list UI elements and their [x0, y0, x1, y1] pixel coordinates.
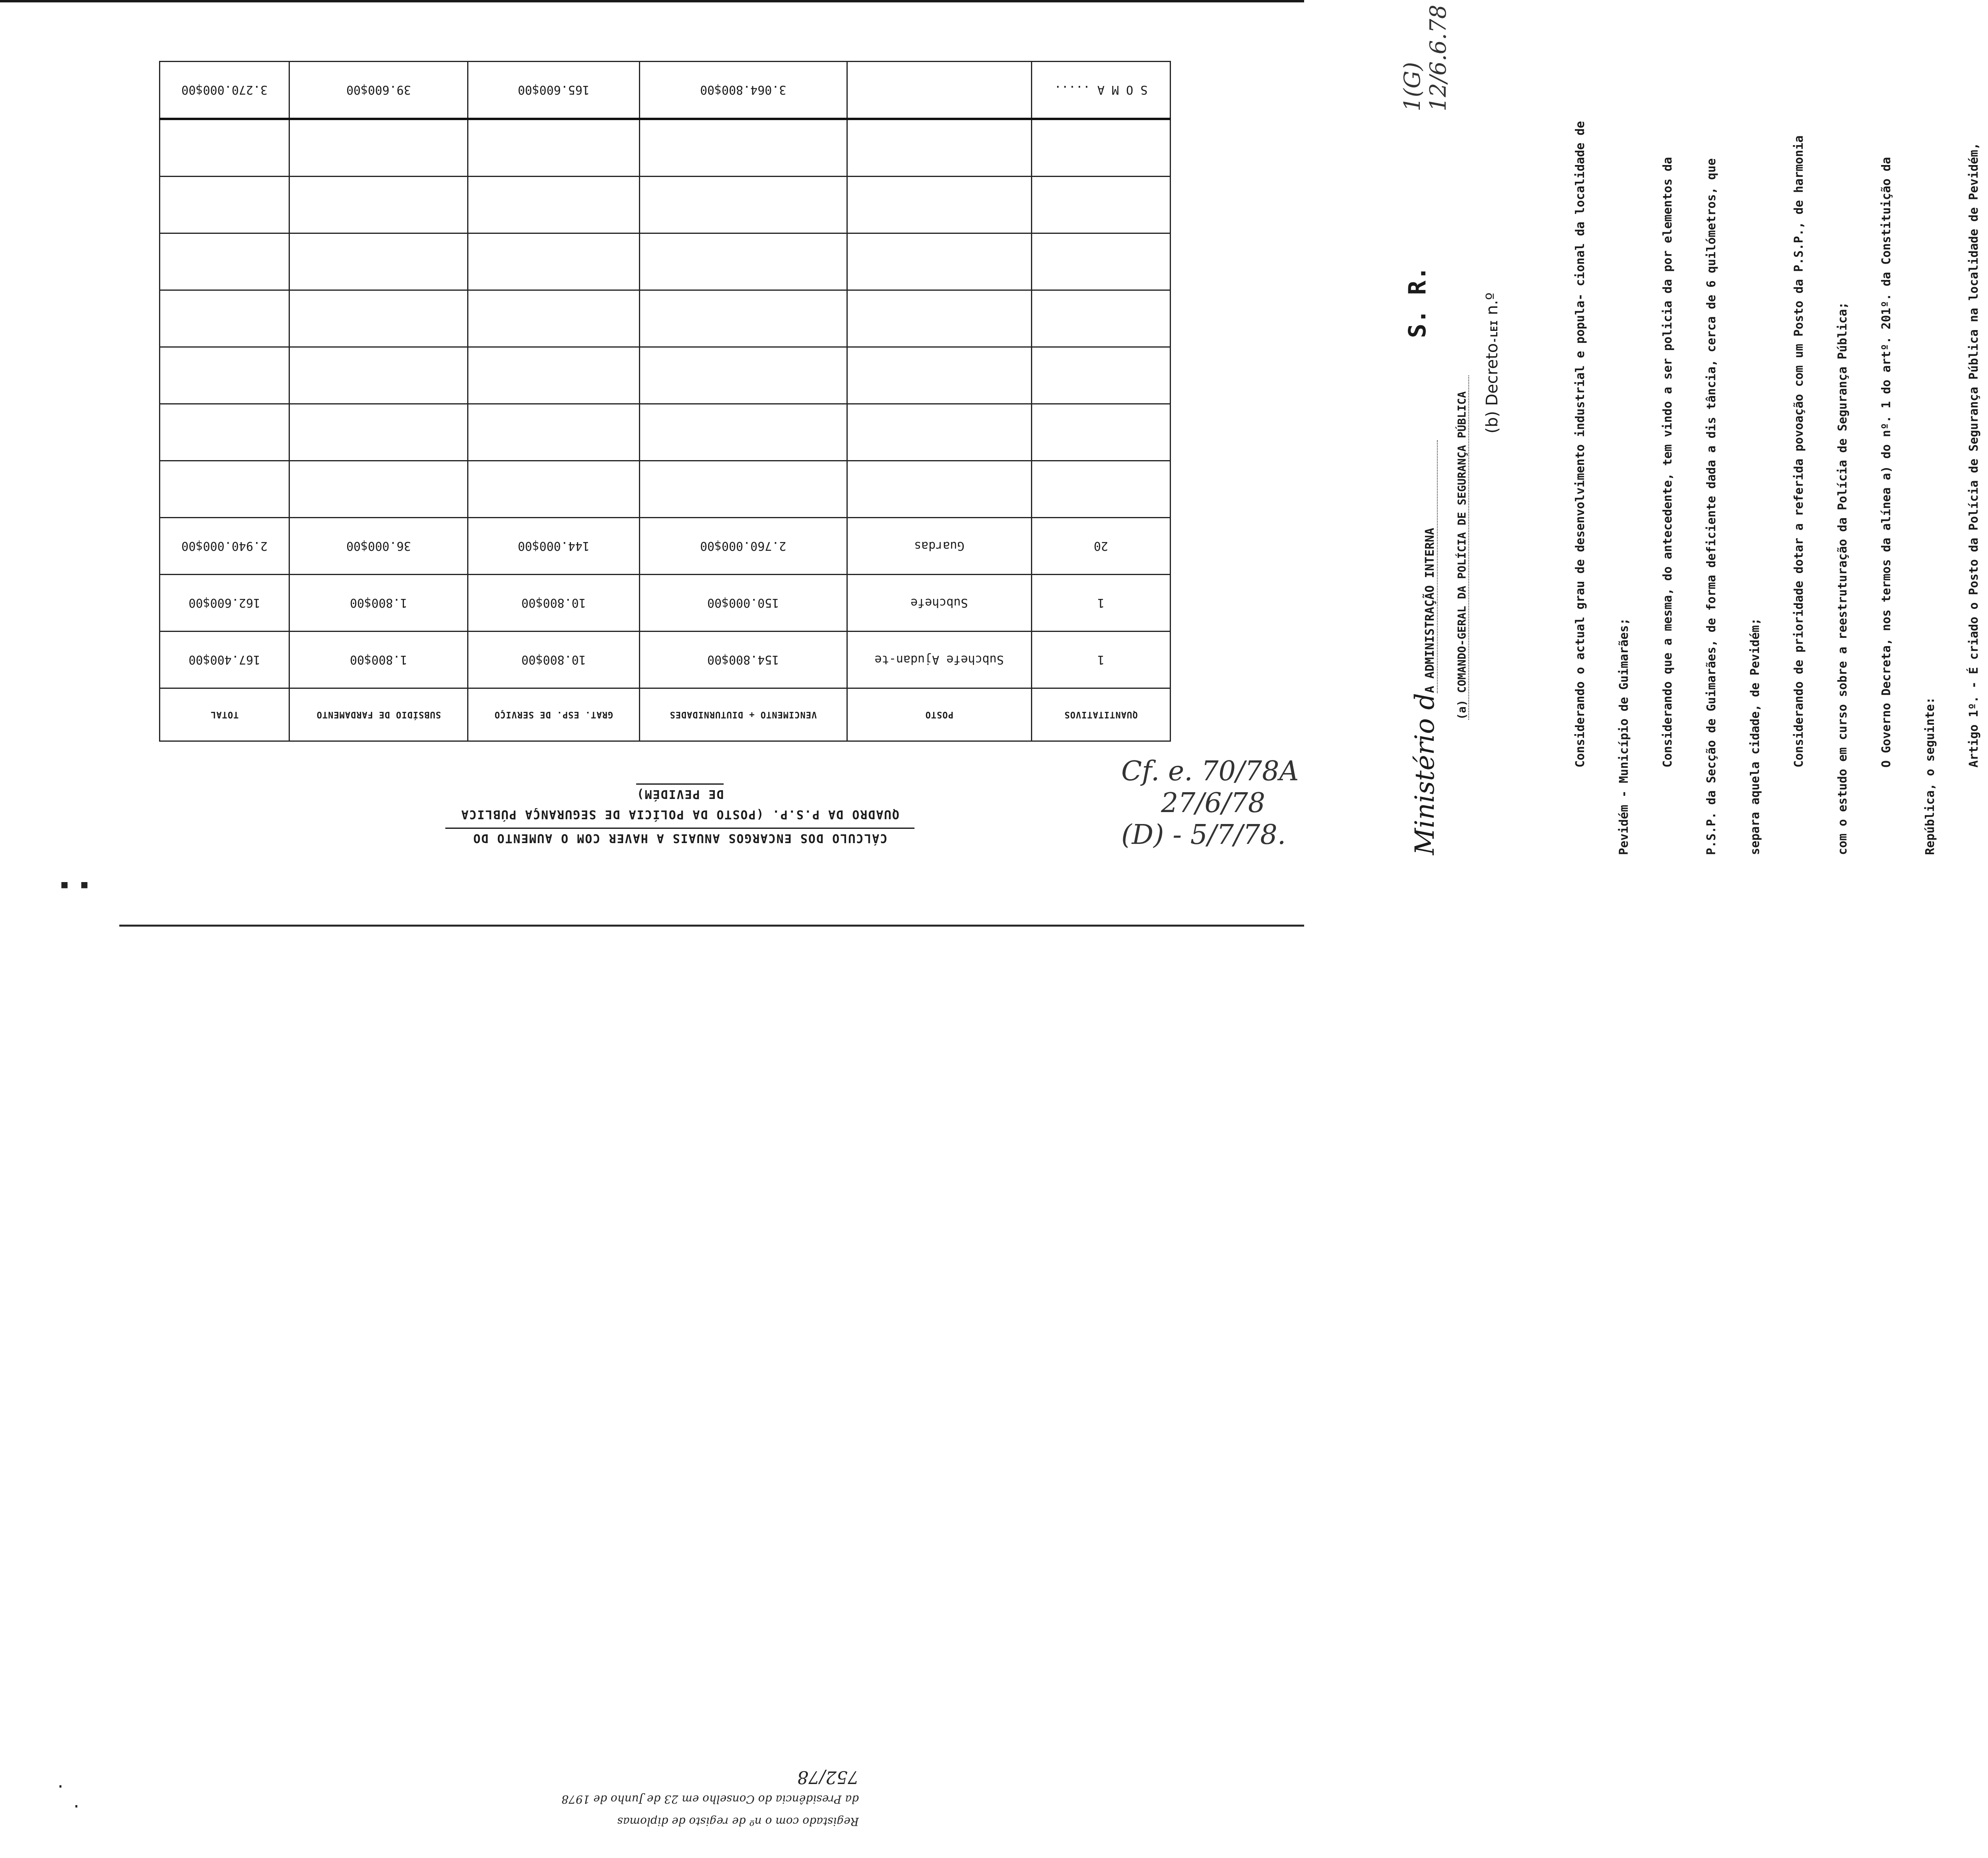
decree-body	[1559, 119, 1988, 855]
quadro-title-line3: DE PEVIDÉM)	[636, 783, 724, 801]
table-row	[160, 518, 1171, 575]
soma-venc: 3.064.800$00	[639, 62, 847, 119]
registration-stamp	[358, 1766, 859, 1833]
annotation-line3: (D) - 5/7/78.	[1121, 819, 1286, 851]
header-vencimento: VENCIMENTO + DIUTURNIDADES	[639, 688, 847, 741]
paragraph: Considerando o actual grau de desenvolvimento industrial e popula- cional da localidade de Pevidém - Município de Guimarães;	[1573, 121, 1631, 855]
soma-subs: 39.600$00	[289, 62, 468, 119]
table-header-row	[160, 688, 1171, 741]
empty-row	[160, 233, 1171, 290]
empty-row	[160, 119, 1171, 177]
registration-line1: Registado com o nº de registo de diplomas	[617, 1815, 859, 1828]
quadro-title-line1: CÁLCULO DOS ENCARGOS ANUAIS A HAVER COM O AUMENTO DO	[445, 828, 914, 845]
ministry-heading	[1409, 440, 1440, 855]
decree-number: n.º	[1483, 292, 1501, 315]
empty-row	[160, 461, 1171, 518]
cell-venc: 150.000$00	[639, 575, 847, 632]
soma-label: S O M A .....	[1031, 62, 1170, 119]
registration-line2: da Presidência do Conselho em 23 de Junho de 1978	[561, 1793, 859, 1806]
cell-posto: Subchefe	[847, 575, 1031, 632]
encargos-table	[159, 61, 1171, 742]
punch-mark: ·	[56, 1778, 66, 1796]
cell-posto: Guardas	[847, 518, 1031, 575]
empty-row	[160, 177, 1171, 233]
punch-mark: ▪	[60, 875, 70, 893]
decree-type: -LEI	[1489, 320, 1500, 343]
cell-grat: 10.800$00	[468, 575, 639, 632]
decree-mark: (b)	[1483, 411, 1501, 433]
cell-total: 2.940.000$00	[160, 518, 289, 575]
ministry-label: Ministério d	[1409, 693, 1440, 855]
annotation-line1: Cf. e. 70/78A	[1121, 756, 1299, 787]
cell-grat: 10.800$00	[468, 632, 639, 688]
header-total: TOTAL	[160, 688, 289, 741]
cell-posto: Subchefe Ajudan-te	[847, 632, 1031, 688]
cell-venc: 2.760.000$00	[639, 518, 847, 575]
section-divider	[119, 925, 1304, 927]
cell-qty: 20	[1031, 518, 1170, 575]
punch-mark: ·	[72, 1798, 82, 1816]
cell-venc: 154.800$00	[639, 632, 847, 688]
command-name: COMANDO-GERAL DA POLÍCIA DE SEGURANÇA PÚBLICA	[1455, 391, 1468, 693]
header-quantitativos: QUANTITATIVOS	[1031, 688, 1170, 741]
command-line	[1455, 375, 1469, 720]
handwritten-annotation	[1121, 756, 1299, 851]
encargos-section	[0, 0, 1304, 927]
ministry-department: A ADMINISTRAÇÃO INTERNA	[1423, 440, 1438, 693]
soma-total: 3.270.000$00	[160, 62, 289, 119]
table-row	[160, 632, 1171, 688]
decree-section	[1304, 0, 1988, 927]
quadro-title	[445, 783, 914, 845]
paragraph: Considerando de prioridade dotar a referida povoação com um Posto da P.S.P., de harmonia com o estudo em curso sobre a reestruturação da Polícia de Segurança Pública;	[1792, 135, 1850, 855]
handwritten-reference: 1(G) 12/6.6.78	[1400, 4, 1451, 111]
decree-line	[1483, 293, 1501, 434]
decree-label: Decreto	[1483, 343, 1501, 406]
cell-total: 162.600$00	[160, 575, 289, 632]
empty-row	[160, 404, 1171, 461]
cell-subs: 36.000$00	[289, 518, 468, 575]
paragraph: Artigo 1º. - É criado o Posto da Polícia de Segurança Pública na localidade de Pevidém,	[1967, 142, 1981, 768]
empty-row	[160, 290, 1171, 347]
punch-mark: ▪	[80, 875, 89, 893]
cell-qty: 1	[1031, 632, 1170, 688]
command-mark: (a)	[1455, 700, 1468, 720]
cell-subs: 1.800$00	[289, 632, 468, 688]
header-gratificacao: GRAT. ESP. DE SERVIÇO	[468, 688, 639, 741]
soma-row	[160, 62, 1171, 119]
cell-grat: 144.000$00	[468, 518, 639, 575]
annotation-line2: 27/6/78	[1161, 787, 1266, 819]
empty-row	[160, 347, 1171, 404]
paragraph: Considerando que a mesma, do antecedente, tem vindo a ser policia da por elementos da P.S.P. da Secção de Guimarães, de forma deficiente dada a dis tância, cerca de 6 quilómetros, que separa aquela cidade, de Pevidém;	[1661, 157, 1762, 855]
header-posto: POSTO	[847, 688, 1031, 741]
soma-grat: 165.600$00	[468, 62, 639, 119]
quadro-title-line2: QUADRO DA P.S.P. (POSTO DA POLÍCIA DE SEGURANÇA PÚBLICA	[460, 807, 899, 821]
soma-posto	[847, 62, 1031, 119]
cell-subs: 1.800$00	[289, 575, 468, 632]
cell-qty: 1	[1031, 575, 1170, 632]
table-row	[160, 575, 1171, 632]
paragraph: O Governo Decreta, nos termos da alínea a) do nº. 1 do artº. 201º. da Constituição da República, o seguinte:	[1879, 157, 1937, 855]
crest-label: S. R.	[1404, 266, 1431, 338]
registration-number: 752/78	[797, 1767, 859, 1787]
header-subsidio: SUBSÍDIO DE FARDAMENTO	[289, 688, 468, 741]
cell-total: 167.400$00	[160, 632, 289, 688]
